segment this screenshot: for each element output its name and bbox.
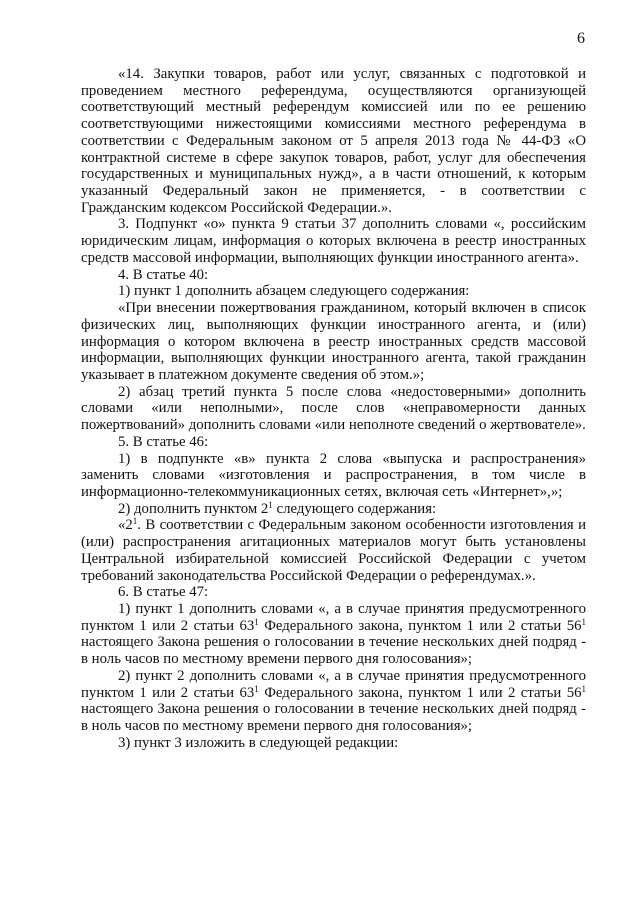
text-line: массовой информации, выполняющих функции иностранного агента, такой xyxy=(81,333,586,367)
text-line: пунктом 1 или 2 статьи $63^1$ Федерального закона, пунктом 1 или 2 статьи $56^1$ xyxy=(81,616,586,634)
text-line: подряд - в ноль часов по местному времени первого дня голосования»; xyxy=(81,634,587,668)
paragraph xyxy=(81,451,586,501)
text-line: «$2^1$. В соответствии с Федеральным законом особенности изготовления xyxy=(118,516,574,534)
text-line: заменить словами «изготовления и распространения, в том числе xyxy=(81,467,565,484)
text-line: средств массовой информации, выполняющих функции иностранного xyxy=(81,249,524,266)
paragraph xyxy=(81,668,586,735)
text-line: 2) пункт 2 дополнить словами «, а в случае принятия предусмотренного xyxy=(118,667,586,684)
text-line: юридическим лицам, информация о которых включена в реестр иностранных xyxy=(81,233,586,250)
text-line: «При внесении пожертвования гражданином, который включен xyxy=(118,300,526,317)
text-line: пунктом 1 или 2 статьи $63^1$ Федерального закона, пунктом 1 или 2 статьи $56^1$ xyxy=(81,683,586,701)
page-number: 6 xyxy=(577,30,585,47)
text-line: требований законодательства Российской Федерации о референдумах.». xyxy=(81,567,536,584)
text-line: 5. В статье 46: xyxy=(118,433,209,450)
text-line: отношений, к которым указанный Федеральный закон не применяется, - xyxy=(81,166,586,200)
text-line: 1) пункт 1 дополнить абзацем следующего содержания: xyxy=(118,283,470,300)
text-line: 2) дополнить пунктом $2^1$ следующего содержания: xyxy=(118,499,437,517)
text-line: настоящего Закона решения о голосовании в течение нескольких дней xyxy=(81,634,529,651)
paragraph xyxy=(81,434,586,451)
superscript-one: 1 xyxy=(132,516,138,527)
text-line: гражданин указывает в платежном документе сведения об этом.»; xyxy=(81,350,586,383)
text-line: Центральной избирательной комиссией Российской Федерации с учетом xyxy=(81,550,586,567)
text-line: в информационно-телекоммуникационных сетях, включая сеть «Интернет»,»; xyxy=(81,467,586,500)
text-line: в список физических лиц, выполняющих функции иностранного агента, xyxy=(81,300,587,333)
text-line: обеспечения государственных и муниципальных нужд», а в части xyxy=(81,149,586,183)
text-line: и проведением местного референдума, осуществляются организующей xyxy=(81,66,586,99)
paragraph xyxy=(81,216,586,266)
text-line: агента». xyxy=(527,249,579,266)
text-line: 2) абзац третий пункта 5 после слова «недостоверными» дополнить xyxy=(118,383,586,400)
paragraph xyxy=(81,384,586,434)
paragraph xyxy=(81,584,586,601)
text-line: о жертвователе». xyxy=(479,417,586,434)
paragraph xyxy=(81,267,586,284)
paragraph xyxy=(81,501,586,518)
document-body xyxy=(81,66,586,751)
superscript-one: 1 xyxy=(268,499,273,510)
text-line: 1) в подпункте «в» пункта 2 слова «выпуска и распространения» xyxy=(118,450,586,467)
superscript-one: 1 xyxy=(254,616,259,627)
paragraph xyxy=(81,283,586,300)
text-line: и (или) информация о котором включена в реестр иностранных средств xyxy=(81,316,586,350)
text-line: соответствующими нижестоящими комиссиями местного референдума xyxy=(81,116,567,133)
text-line: «О контрактной системе в сфере закупок товаров, работ, услуг для xyxy=(81,132,587,166)
superscript-one: 1 xyxy=(581,683,586,694)
text-line: и (или) распространения агитационных материалов могут быть установлены xyxy=(81,517,586,551)
text-line: подряд - в ноль часов по местному времени первого дня голосования»; xyxy=(81,701,587,735)
text-line: соответствующий местный референдум комиссией или по ее решению xyxy=(81,99,586,116)
text-line: 3. Подпункт «о» пункта 9 статьи 37 дополнить словами «, российским xyxy=(118,216,586,233)
text-line: настоящего Закона решения о голосовании в течение нескольких дней xyxy=(81,701,529,718)
text-line: словами «или неполными», после слов «неправомерности данных xyxy=(81,400,586,417)
text-line: 1) пункт 1 дополнить словами «, а в случае принятия предусмотренного xyxy=(118,601,586,617)
text-line: «14. Закупки товаров, работ или услуг, связанных с подготовкой xyxy=(118,66,569,82)
text-line: в соответствии с Гражданским кодексом Российской Федерации.». xyxy=(81,183,587,216)
text-line: в соответствии с Федеральным законом от 5 апреля 2013 года № 44-ФЗ xyxy=(81,116,586,149)
paragraph xyxy=(81,300,586,384)
superscript-one: 1 xyxy=(581,616,586,627)
text-line: 4. В статье 40: xyxy=(118,266,209,283)
paragraph xyxy=(81,66,586,216)
superscript-one: 1 xyxy=(254,683,259,694)
paragraph xyxy=(81,735,586,752)
text-line: 6. В статье 47: xyxy=(118,584,209,601)
text-line: пожертвований» дополнить словами «или неполноте сведений xyxy=(81,417,476,434)
paragraph xyxy=(81,601,586,668)
text-line: 3) пункт 3 изложить в следующей редакции: xyxy=(118,734,399,751)
paragraph xyxy=(81,517,586,584)
